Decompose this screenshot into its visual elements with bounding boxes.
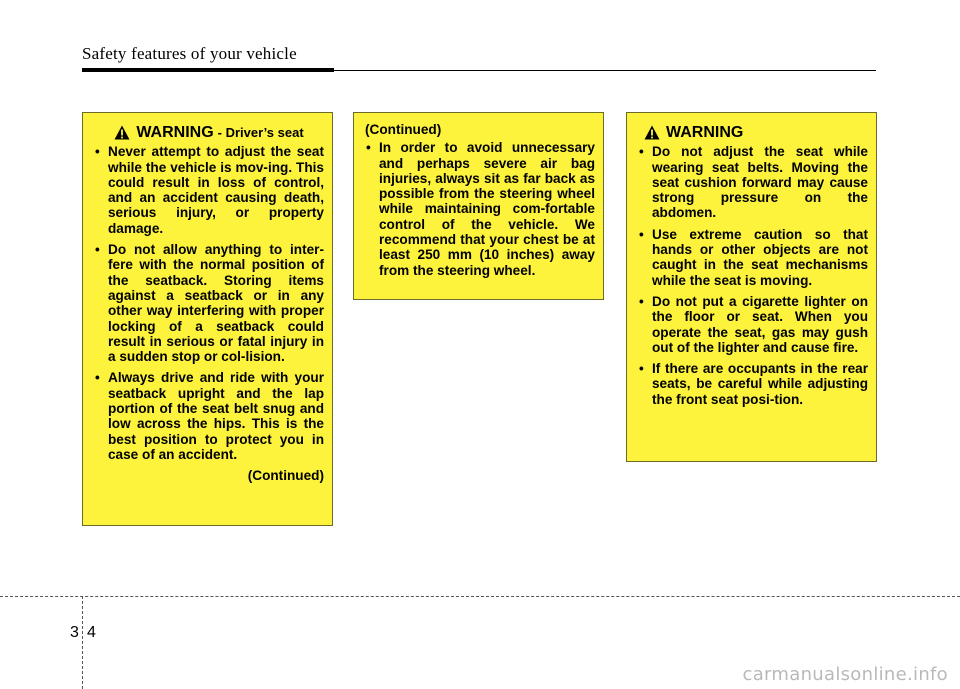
warning-box-continued [353,112,604,300]
warning-heading [638,125,868,140]
list-item: • Do not put a cigarette lighter on the floor or seat. When you operate the seat, gas may gush out of the lighter and cause fire. [638,294,868,355]
warning-triangle-icon [644,125,660,140]
list-item: • Do not adjust the seat while wearing seat belts. Moving the seat cushion forward may cause strong pressure on the abdomen. [638,144,868,220]
warning-label: WARNING [666,124,744,141]
list-item: • Do not allow anything to inter-fere with the normal position of the seatback. Storing items against a seatback or in any other way interfering with proper locking of a seatback could result in serious or fatal injury in a sudden stop or col-lision. [94,242,324,364]
header-rule-thick [82,68,334,72]
section-title: Safety features of your vehicle [82,44,297,63]
warning-list [365,140,595,278]
list-item: • Never attempt to adjust the seat while the vehicle is mov-ing. This could result in loss of control, and an accident causing death, serious injury, or property damage. [94,144,324,236]
warning-list [638,144,868,407]
continued-label: (Continued) [365,122,442,137]
list-item: • Use extreme caution so that hands or other objects are not caught in the seat mechanisms while the seat is moving. [638,227,868,288]
warning-triangle-icon [114,125,130,140]
page-number: 4 [87,624,96,641]
warning-box-seat-adjust [626,112,877,462]
footer-divider-vertical [82,596,83,689]
warning-list [94,144,324,462]
list-item: • If there are occupants in the rear seats, be careful while adjusting the front seat posi-tion. [638,361,868,407]
footer-divider-horizontal [0,596,960,597]
list-item: • In order to avoid unnecessary and perhaps severe air bag injuries, always sit as far back as possible from the steering wheel while maintaining com-fortable control of the vehicle. We recommend that your chest be at least 250 mm (10 inches) away from the steering wheel. [365,140,595,278]
warning-sublabel: - Driver’s seat [217,125,304,140]
chapter-number: 3 [70,624,79,641]
list-item: • Always drive and ride with your seatback upright and the lap portion of the seat belt snug and low across the hips. This is the best position to protect you in case of an accident. [94,370,324,462]
warning-label: WARNING [136,124,214,141]
warning-heading [94,125,324,140]
watermark: carmanualsonline.info [742,664,948,685]
continued-label: (Continued) [247,468,324,484]
warning-box-drivers-seat [82,112,333,526]
header-rule-thin [334,70,876,71]
